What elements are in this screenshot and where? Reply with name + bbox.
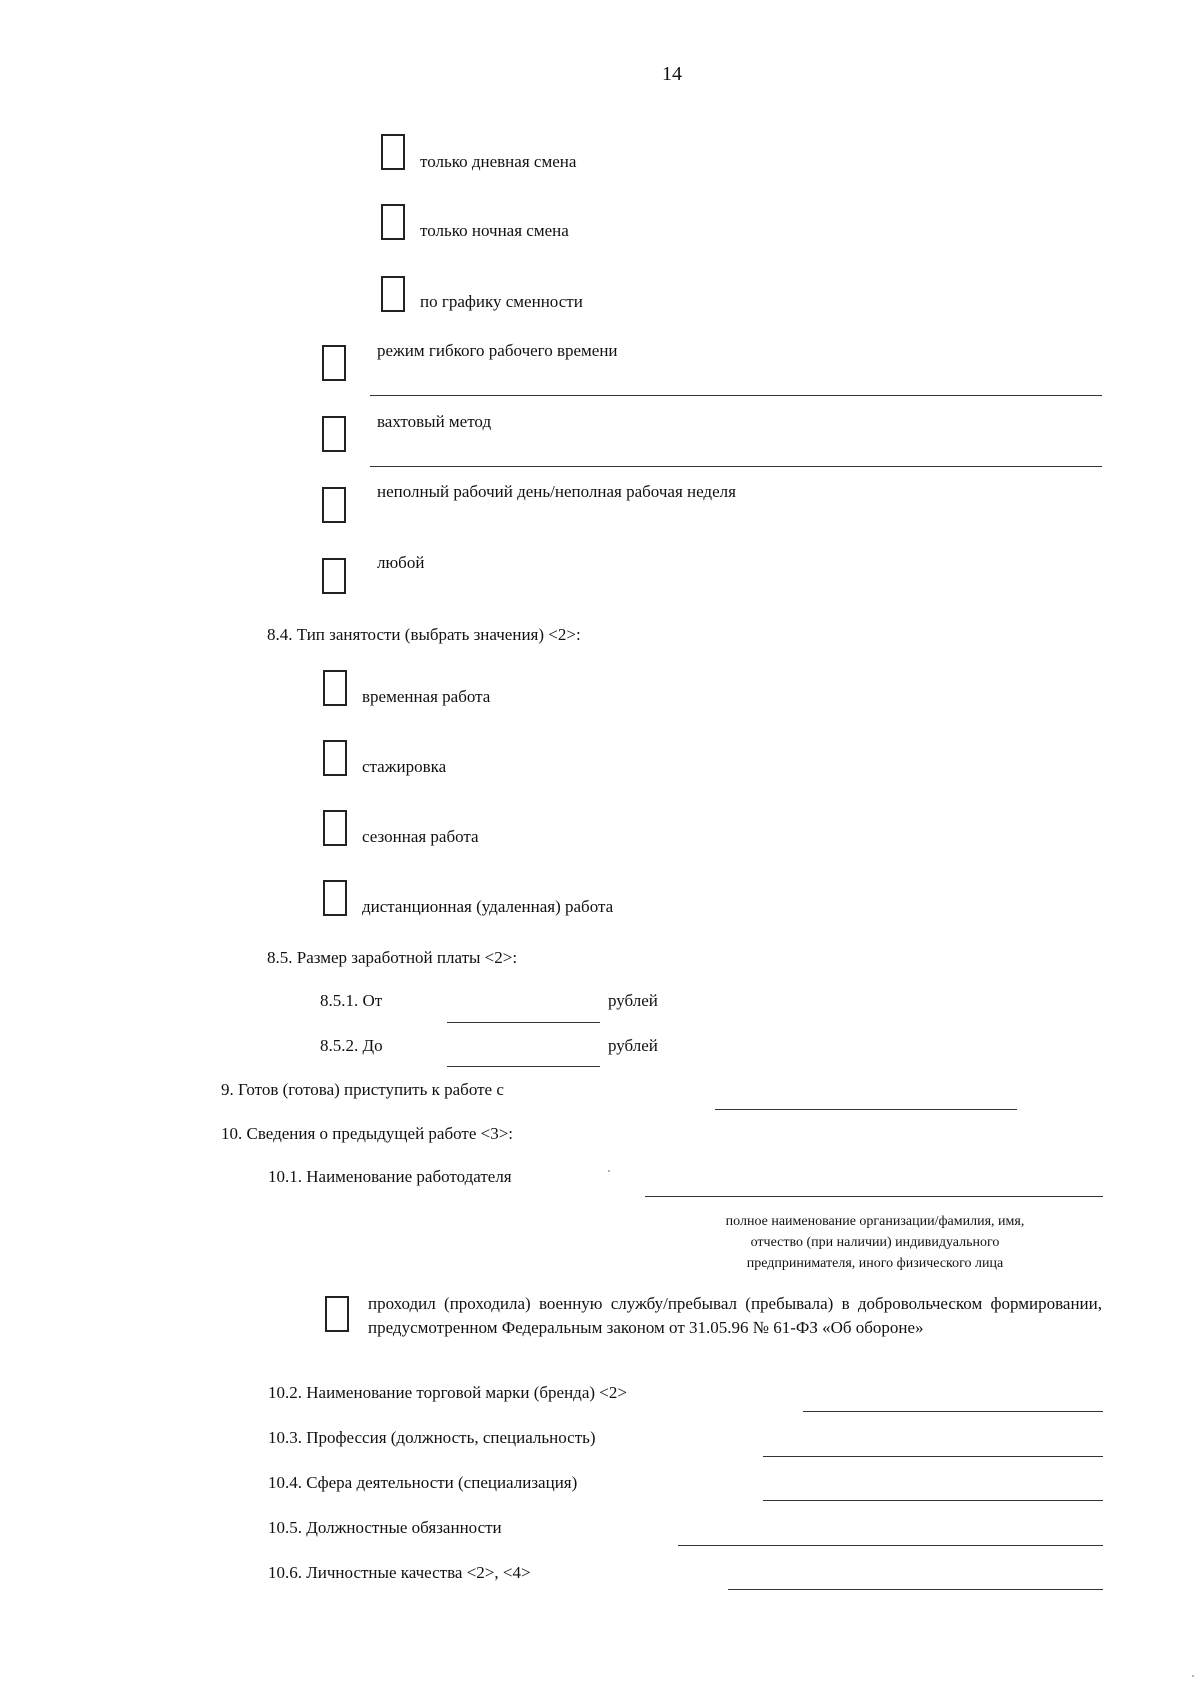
label-flexible-hours: режим гибкого рабочего времени <box>377 341 618 360</box>
label-seasonal-work: сезонная работа <box>362 827 479 846</box>
field-of-activity-field[interactable] <box>763 1500 1103 1501</box>
flexible-hours-line <box>370 395 1102 396</box>
label-day-shift: только дневная смена <box>420 152 577 171</box>
salary-from-field[interactable] <box>447 1022 600 1023</box>
employer-name-hint-2: отчество (при наличии) индивидуального <box>750 1235 1000 1250</box>
employer-name-field[interactable] <box>645 1196 1103 1197</box>
checkbox-shift-schedule[interactable] <box>381 276 405 312</box>
salary-heading: 8.5. Размер заработной платы <2>: <box>267 948 518 967</box>
scan-speck <box>608 1170 610 1172</box>
checkbox-internship[interactable] <box>323 740 347 776</box>
label-temporary-work: временная работа <box>362 687 491 706</box>
profession-label: 10.3. Профессия (должность, специальность) <box>268 1428 596 1447</box>
ready-to-start-field[interactable] <box>715 1109 1017 1110</box>
checkbox-remote-work[interactable] <box>323 880 347 916</box>
rotation-method-line <box>370 466 1102 467</box>
label-shift-schedule: по графику сменности <box>420 292 583 311</box>
label-rotation-method: вахтовый метод <box>377 412 492 431</box>
checkbox-night-shift[interactable] <box>381 204 405 240</box>
salary-from-label: 8.5.1. От <box>320 991 383 1010</box>
profession-field[interactable] <box>763 1456 1103 1457</box>
checkbox-part-time[interactable] <box>322 487 346 523</box>
salary-to-label: 8.5.2. До <box>320 1036 383 1055</box>
salary-from-currency: рублей <box>608 991 658 1010</box>
previous-job-heading: 10. Сведения о предыдущей работе <3>: <box>221 1124 514 1143</box>
personal-qualities-field[interactable] <box>728 1589 1103 1590</box>
ready-to-start-label: 9. Готов (готова) приступить к работе с <box>221 1080 504 1099</box>
checkbox-military-service[interactable] <box>325 1296 349 1332</box>
checkbox-flexible-hours[interactable] <box>322 345 346 381</box>
checkbox-any-mode[interactable] <box>322 558 346 594</box>
label-any-mode: любой <box>377 553 425 572</box>
job-duties-label: 10.5. Должностные обязанности <box>268 1518 502 1537</box>
label-military-service: проходил (проходила) военную службу/пребывал (пребывала) в добровольческом формировании, предусмотренном Федеральным законом от 31.05.96 № 61-ФЗ «Об обороне» <box>368 1294 1102 1337</box>
checkbox-temporary-work[interactable] <box>323 670 347 706</box>
label-internship: стажировка <box>362 757 447 776</box>
checkbox-day-shift[interactable] <box>381 134 405 170</box>
label-part-time: неполный рабочий день/неполная рабочая неделя <box>377 482 736 501</box>
employment-type-heading: 8.4. Тип занятости (выбрать значения) <2>: <box>267 625 581 644</box>
salary-to-field[interactable] <box>447 1066 600 1067</box>
employer-name-label: 10.1. Наименование работодателя <box>268 1167 512 1186</box>
brand-name-field[interactable] <box>803 1411 1103 1412</box>
label-night-shift: только ночная смена <box>420 221 569 240</box>
job-duties-field[interactable] <box>678 1545 1103 1546</box>
checkbox-seasonal-work[interactable] <box>323 810 347 846</box>
scan-speck <box>1192 1675 1194 1677</box>
field-of-activity-label: 10.4. Сфера деятельности (специализация) <box>268 1473 578 1492</box>
employer-name-hint-1: полное наименование организации/фамилия, имя, <box>725 1214 1025 1229</box>
label-remote-work: дистанционная (удаленная) работа <box>362 897 614 916</box>
employer-name-hint-3: предпринимателя, иного физического лица <box>746 1256 1004 1271</box>
salary-to-currency: рублей <box>608 1036 658 1055</box>
brand-name-label: 10.2. Наименование торговой марки (бренда) <2> <box>268 1383 627 1402</box>
checkbox-rotation-method[interactable] <box>322 416 346 452</box>
page-number: 14 <box>662 63 682 85</box>
personal-qualities-label: 10.6. Личностные качества <2>, <4> <box>268 1563 531 1582</box>
